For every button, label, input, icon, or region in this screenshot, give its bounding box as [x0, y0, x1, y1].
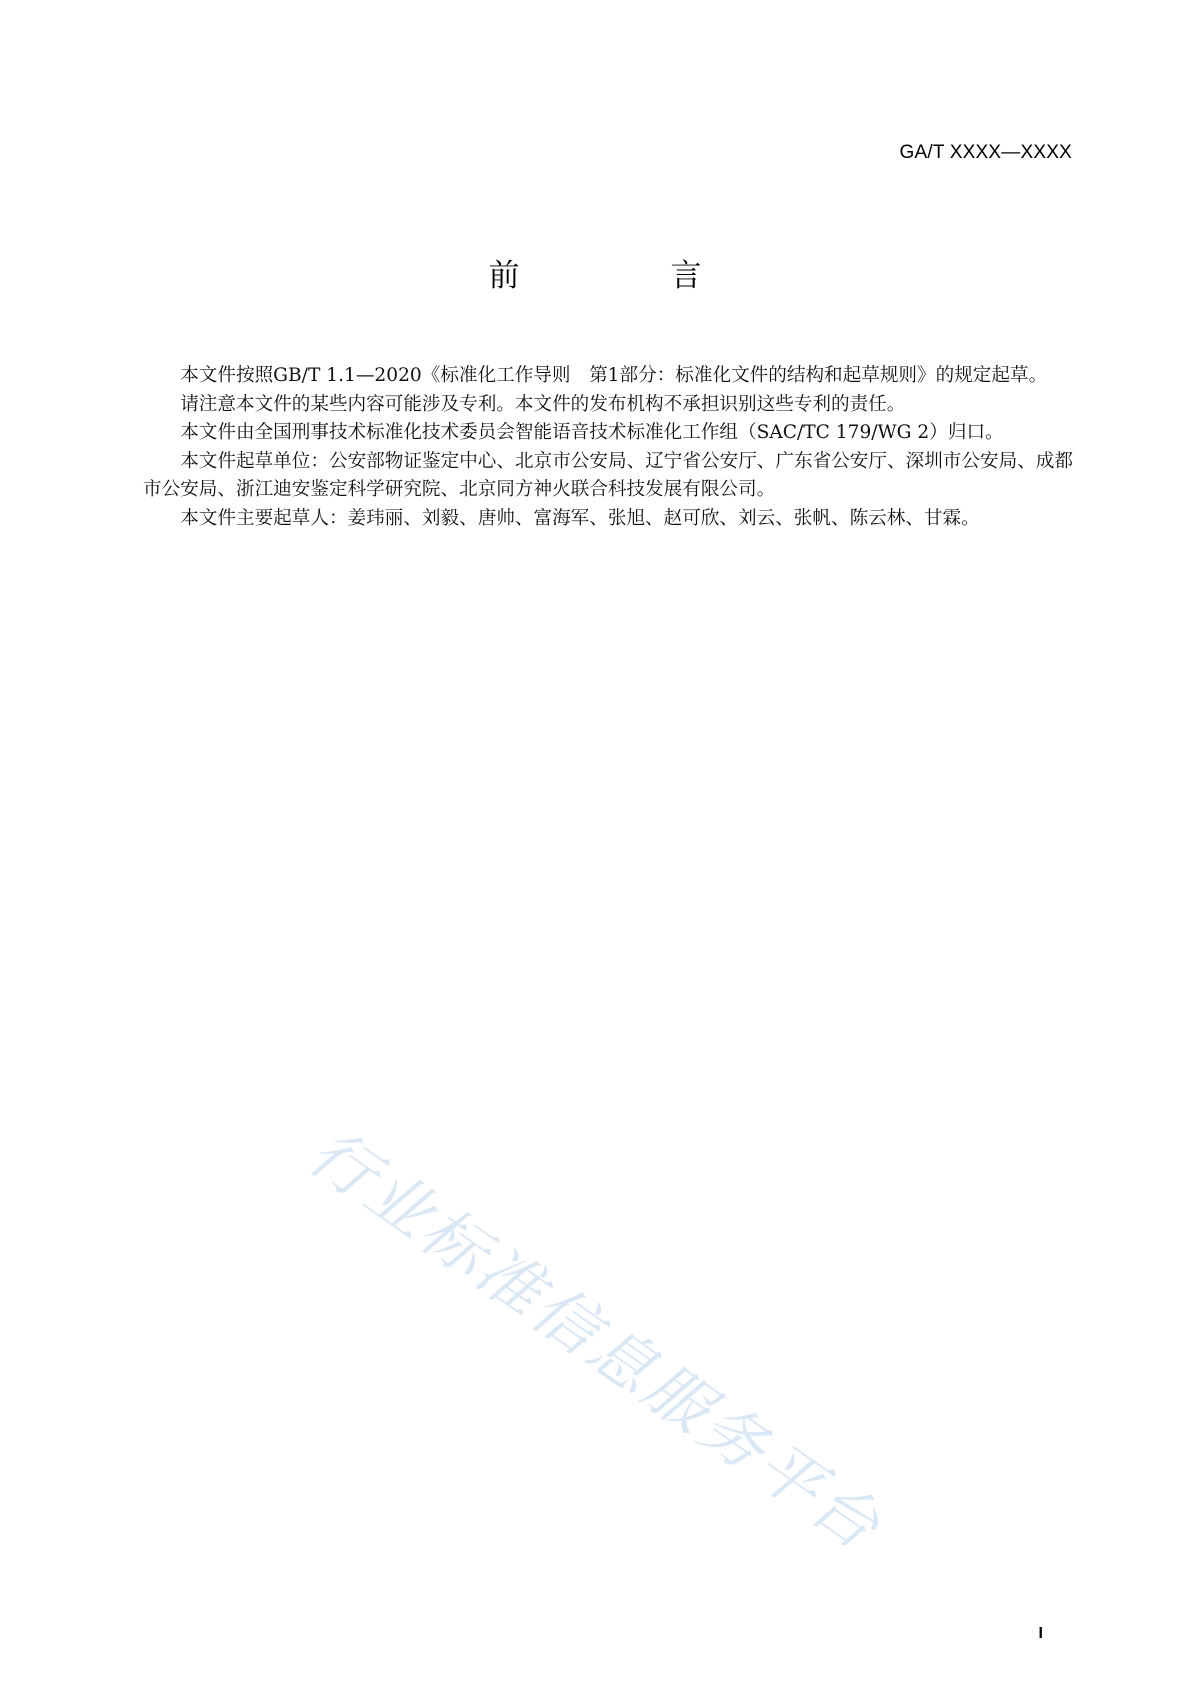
page-number: I: [1038, 1625, 1043, 1642]
paragraph-drafting-rules: 本文件按照GB/T 1.1—2020《标准化工作导则 第1部分：标准化文件的结构和起草规则》的规定起草。: [180, 365, 1048, 386]
paragraph-responsible-committee: 本文件由全国刑事技术标准化技术委员会智能语音技术标准化工作组（SAC/TC 179/WG 2）归口。: [180, 422, 1004, 443]
standard-code: GA/T XXXX—XXXX: [899, 142, 1072, 163]
paragraph-patent-notice: 请注意本文件的某些内容可能涉及专利。本文件的发布机构不承担识别这些专利的责任。: [180, 393, 906, 415]
paragraph-drafters: 本文件主要起草人：姜玮丽、刘毅、唐帅、富海军、张旭、赵可欣、刘云、张帆、陈云林、甘霖。: [180, 507, 980, 529]
foreword-body: [143, 362, 1073, 533]
page-title: 前 言: [488, 258, 762, 294]
watermark: 行业标准信息服务平台: [295, 1115, 895, 1567]
paragraph-drafting-organizations: 本文件起草单位：公安部物证鉴定中心、北京市公安局、辽宁省公安厅、广东省公安厅、深圳市公安局、成都市公安局、浙江迪安鉴定科学研究院、北京同方神火联合科技发展有限公司。: [143, 450, 1073, 500]
